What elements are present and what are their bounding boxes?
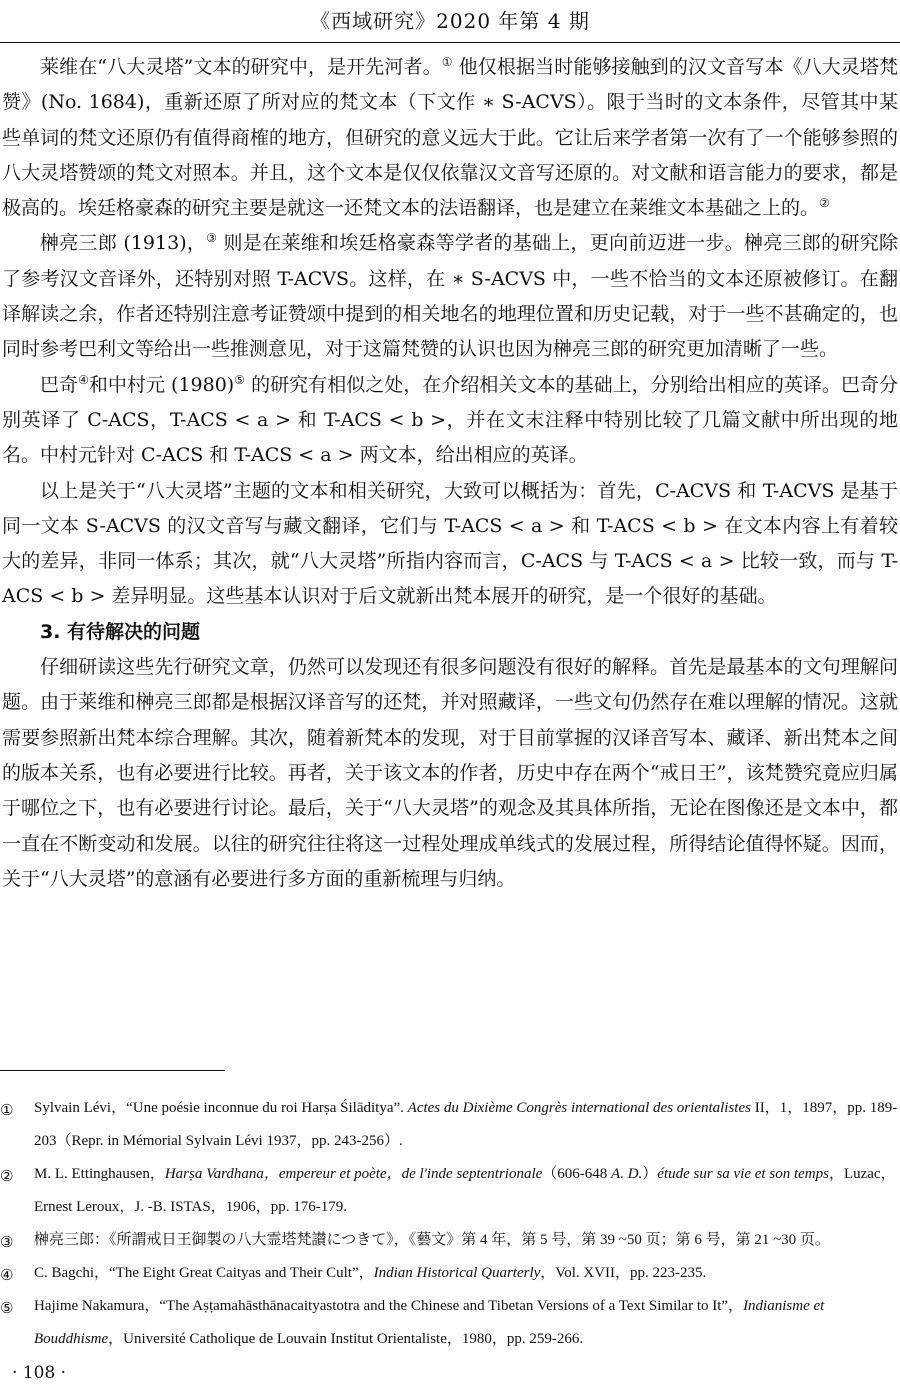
paragraph: [2, 50, 898, 226]
italic-text: Actes du Dixième Congrès international des orientalistes: [407, 1100, 751, 1116]
footnote-text: [34, 1092, 900, 1158]
paragraph: [2, 474, 898, 615]
footnote-ref: ⑤: [234, 372, 246, 387]
text-run: ，Université Catholique de Louvain Institut Orientaliste，1980，pp. 259-266.: [108, 1331, 584, 1347]
text-run: 榊亮三郎：《所謂戒日王御製の八大霊塔梵讃につきて》，《藝文》第 4 年，第 5 号，第 39 ~50 页；第 6 号，第 21 ~30 页。: [34, 1232, 830, 1248]
text-run: II，1，1897，pp. 189-203（Repr. in Mémorial Sylvain Lévi 1937，pp. 243-256）.: [34, 1100, 898, 1149]
text-run: 以上是关于“八大灵塔”主题的文本和相关研究，大致可以概括为：首先，C-ACVS 和 T-ACVS 是基于同一文本 S-ACVS 的汉文音写与藏文翻译，它们与 T-ACS < a > 和 T-ACS < b > 在文本内容上有着较大的差异，非同一体系；其次，就“八大灵塔”所指内容而言，C-ACS 与 T-ACS < a > 比较一致，而与 T-ACS < b > 差异明显。这些基本认识对于后文就新出梵本展开的研究，是一个很好的基础。: [2, 479, 898, 608]
italic-text: Indianisme et Bouddhisme: [34, 1298, 825, 1347]
footnote-text: [34, 1257, 900, 1290]
main-text: [2, 50, 898, 897]
text-run: ，Vol. XVII，pp. 223-235.: [540, 1265, 707, 1281]
footnote-text: [34, 1158, 900, 1224]
page-number: · 108 ·: [12, 1363, 67, 1383]
paragraph: 仔细研读这些先行研究文章，仍然可以发现还有很多问题没有很好的解释。首先是最基本的文句理解问题。由于莱维和榊亮三郎都是根据汉译音写的还梵，并对照藏译，一些文句仍然存在难以理解的情况。这就需要参照新出梵本综合理解。其次，随着新梵本的发现，对于目前掌握的汉译音写本、藏译、新出梵本之间的版本关系，也有必要进行比较。再者，关于该文本的作者，历史中存在两个“戒日王”，该梵赞究竟应归属于哪位之下，也有必要进行讨论。最后，关于“八大灵塔”的观念及其具体所指，无论在图像还是文本中，都一直在不断变动和发展。以往的研究往往将这一过程处理成单线式的发展过程，所得结论值得怀疑。因而，关于“八大灵塔”的意涵有必要进行多方面的重新梳理与归纳。: [2, 656, 898, 890]
footnote-number: ⑤: [0, 1299, 14, 1317]
text-run: 和中村元 (1980): [88, 373, 235, 396]
italic-text: Indian Historical Quarterly: [373, 1265, 541, 1281]
footnotes: [0, 1092, 900, 1356]
running-header: 《西域研究》2020 年第 4 期: [310, 9, 590, 33]
text-run: M. L. Ettinghausen，: [34, 1166, 165, 1182]
paragraph: [2, 226, 898, 367]
footnote: [0, 1224, 900, 1257]
section-heading: 3. 有待解决的问题: [40, 620, 201, 643]
footnote-rule: [0, 1070, 225, 1071]
text-run: （606-648: [542, 1166, 612, 1182]
footnote: [0, 1092, 900, 1158]
footnote-number: ③: [0, 1233, 14, 1251]
text-run: Hajime Nakamura，“The Aṣṭamahāsthānacaityastotra and the Chinese and Tibetan Versions of a Text Similar to It”，: [34, 1298, 744, 1314]
footnote-ref: ③: [206, 231, 218, 246]
italic-text: Harṣa Vardhana，empereur et poète，de l'inde septentrionale: [164, 1166, 543, 1182]
text-run: ）: [642, 1166, 658, 1182]
footnote: [0, 1158, 900, 1224]
text-run: 他仅根据当时能够接触到的汉文音写本《八大灵塔梵赞》(No. 1684)，重新还原了所对应的梵文本（下文作 ∗ S-ACVS）。限于当时的文本条件，尽管其中某些单词的梵文还原仍有值得商榷的地方，但研究的意义远大于此。它让后来学者第一次有了一个能够参照的八大灵塔赞颂的梵文对照本。并且，这个文本是仅仅依靠汉文音写还原的。对文献和语言能力的要求，都是极高的。埃廷格豪森的研究主要是就这一还梵文本的法语翻译，也是建立在莱维文本基础之上的。: [2, 56, 898, 220]
text-run: 榊亮三郎 (1913)，: [40, 232, 207, 255]
text-run: 巴奇: [40, 373, 79, 396]
footnote-ref: ①: [441, 55, 453, 69]
italic-text: A. D.: [611, 1166, 643, 1182]
footnote-ref: ④: [78, 372, 89, 387]
paragraphs-before: [2, 50, 898, 615]
text-run: ，Luzac，Ernest Leroux，J. -B. ISTAS，1906，pp. 176-179.: [34, 1166, 896, 1215]
footnote: [0, 1290, 900, 1356]
paragraph: [2, 368, 898, 474]
footnote-number: ④: [0, 1266, 14, 1284]
footnote-text: [34, 1224, 900, 1257]
italic-text: étude sur sa vie et son temps: [657, 1166, 829, 1182]
footnote-number: ②: [0, 1167, 14, 1185]
text-run: C. Bagchi，“The Eight Great Caityas and Their Cult”，: [34, 1265, 374, 1281]
footnote-ref: ②: [819, 196, 830, 211]
text-run: 莱维在“八大灵塔”文本的研究中，是开先河者。: [40, 56, 442, 78]
text-run: Sylvain Lévi，“Une poésie inconnue du roi Harṣa Śilāditya”.: [34, 1100, 408, 1116]
footnote: [0, 1257, 900, 1290]
text-run: 的研究有相似之处，在介绍相关文本的基础上，分别给出相应的英译。巴奇分别英译了 C-ACS，T-ACS < a > 和 T-ACS < b >，并在文末注释中特别比较了几篇文献中所出现的地名。中村元针对 C-ACS 和 T-ACS < a > 两文本，给出相应的英译。: [2, 373, 898, 467]
header-rule: [0, 42, 900, 43]
footnote-number: ①: [0, 1101, 14, 1119]
footnote-text: [34, 1290, 900, 1356]
text-run: 则是在莱维和埃廷格豪森等学者的基础上，更向前迈进一步。榊亮三郎的研究除了参考汉文音译外，还特别对照 T-ACVS。这样，在 ∗ S-ACVS 中，一些不恰当的文本还原被修订。在翻译解读之余，作者还特别注意考证赞颂中提到的相关地名的地理位置和历史记载，对于一些不甚确定的，也同时参考巴利文等给出一些推测意见，对于这篇梵赞的认识也因为榊亮三郎的研究更加清晰了一些。: [2, 232, 899, 361]
